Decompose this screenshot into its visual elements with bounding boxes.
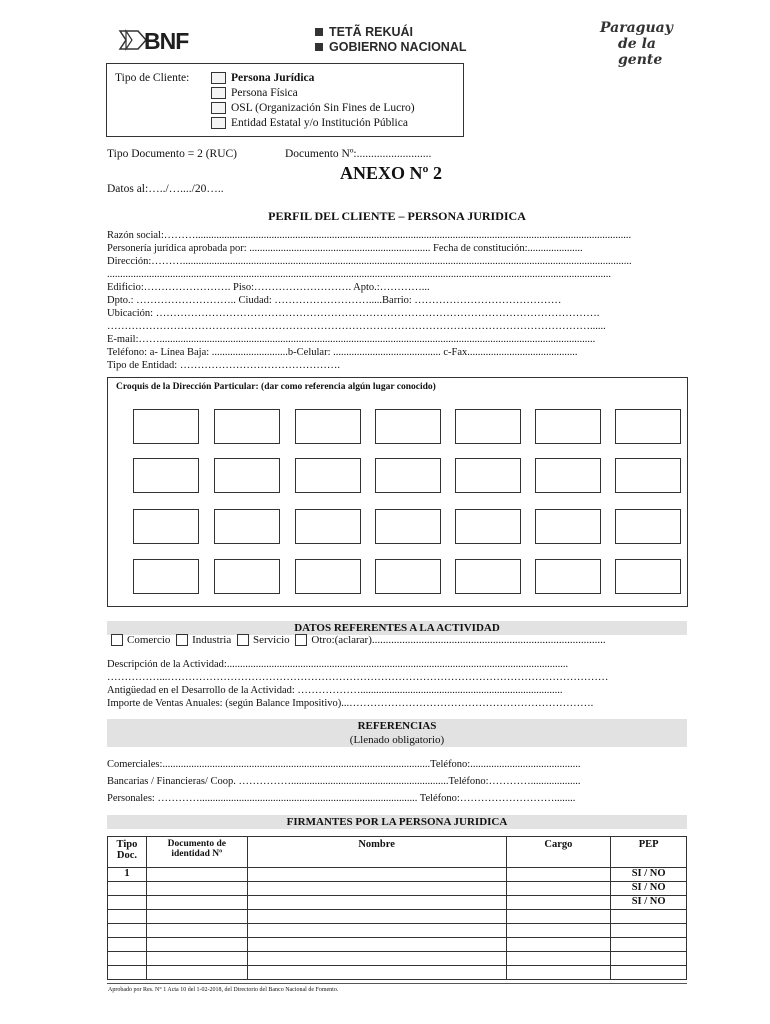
pep-value[interactable]: SI / NO (611, 896, 687, 910)
table-row[interactable] (108, 896, 687, 910)
table-row[interactable] (108, 882, 687, 896)
pep-cell[interactable] (611, 966, 687, 980)
checkbox[interactable] (295, 634, 307, 646)
col-documento: Documento de identidad Nº (146, 837, 247, 868)
croquis-cell[interactable] (455, 458, 521, 493)
field-edificio[interactable]: Edificio:……………………. Piso:………………………. Apto.:…………... (107, 282, 430, 293)
nombre-cell[interactable] (247, 868, 506, 882)
checkbox[interactable] (111, 634, 123, 646)
col-nombre: Nombre (247, 837, 506, 868)
field-razon-social[interactable]: Razón social:………...................................................................................................................................................................... (107, 230, 632, 241)
tipo-doc-cell[interactable] (108, 896, 147, 910)
nombre-cell[interactable] (247, 938, 506, 952)
croquis-cell[interactable] (615, 458, 681, 493)
client-type-box (106, 63, 464, 137)
checkbox[interactable] (176, 634, 188, 646)
pep-value[interactable]: SI / NO (611, 882, 687, 896)
cargo-cell[interactable] (506, 896, 611, 910)
square-bullet-icon (315, 43, 323, 51)
firmantes-title: FIRMANTES POR LA PERSONA JURIDICA (107, 815, 687, 829)
documento-cell[interactable] (146, 868, 247, 882)
datos-al[interactable]: Datos al:…../…..../20….. (107, 183, 224, 195)
table-row[interactable] (108, 924, 687, 938)
bnf-logo-text: BNF (144, 28, 189, 54)
table-row[interactable] (108, 952, 687, 966)
field-personeria[interactable]: Personería jurídica aprobada por: ..................................................................... Fecha de constitución:..................... (107, 243, 583, 254)
documento-cell[interactable] (146, 938, 247, 952)
documento-cell[interactable] (146, 882, 247, 896)
croquis-cell[interactable] (375, 559, 441, 594)
croquis-cell[interactable] (615, 409, 681, 444)
nombre-cell[interactable] (247, 896, 506, 910)
field-dpto[interactable]: Dpto.: ……………………….. Ciudad: ……………………….....Barrio: …………………………………… (107, 295, 562, 306)
annex-title: ANEXO Nº 2 (340, 163, 442, 183)
field-ref-comerciales[interactable]: Comerciales:......................................................................................................Teléfono:.......................................... (107, 759, 581, 770)
croquis-cell[interactable] (535, 458, 601, 493)
cargo-cell[interactable] (506, 924, 611, 938)
cargo-cell[interactable] (506, 882, 611, 896)
option-servicio[interactable]: Servicio (234, 634, 290, 646)
pep-cell[interactable] (611, 952, 687, 966)
cargo-cell[interactable] (506, 910, 611, 924)
croquis-cell[interactable] (295, 509, 361, 544)
checkbox[interactable] (211, 117, 226, 129)
tipo-documento: Tipo Documento = 2 (RUC) (107, 148, 238, 160)
pep-cell[interactable] (611, 910, 687, 924)
table-row[interactable] (108, 910, 687, 924)
documento-cell[interactable] (146, 966, 247, 980)
field-email[interactable]: E-mail:……...................................................................................................................................................................... (107, 334, 596, 345)
field-importe[interactable]: Importe de Ventas Anuales: (según Balance Impositivo)...……………………………………………………………. (107, 698, 594, 709)
tipo-doc-cell[interactable] (108, 952, 147, 966)
documento-cell[interactable] (146, 952, 247, 966)
tipo-doc-cell[interactable] (108, 924, 147, 938)
tipo-doc-cell[interactable] (108, 966, 147, 980)
nombre-cell[interactable] (247, 966, 506, 980)
croquis-cell[interactable] (455, 509, 521, 544)
tipo-doc-cell[interactable] (108, 938, 147, 952)
field-direccion[interactable]: Dirección:………........................................................................................................................................................................... (107, 256, 632, 267)
client-type-option[interactable]: OSL (Organización Sin Fines de Lucro) (211, 101, 415, 116)
option-comercio[interactable]: Comercio (108, 634, 170, 646)
tipo-doc-value[interactable]: 1 (108, 868, 147, 882)
gov-line-2: GOBIERNO NACIONAL (329, 40, 467, 54)
field-direccion-cont[interactable]: ................................................................................................................................................................................................ (107, 269, 611, 280)
croquis-cell[interactable] (615, 559, 681, 594)
documento-cell[interactable] (146, 924, 247, 938)
nombre-cell[interactable] (247, 924, 506, 938)
cargo-cell[interactable] (506, 938, 611, 952)
croquis-cell[interactable] (133, 458, 199, 493)
checkbox[interactable] (211, 102, 226, 114)
croquis-cell[interactable] (214, 559, 280, 594)
field-ref-bancarias[interactable]: Bancarias / Financieras/ Coop. ……………............................................................Teléfono:…………................... (107, 776, 581, 787)
bnf-logo (118, 28, 208, 54)
croquis-cell[interactable] (133, 409, 199, 444)
table-row[interactable] (108, 868, 687, 882)
referencias-subtitle: (Llenado obligatorio) (349, 734, 445, 746)
field-antiguedad[interactable]: Antigüedad en el Desarrollo de la Actividad: ………………............................................................................. (107, 685, 563, 696)
croquis-cell[interactable] (535, 559, 601, 594)
table-row[interactable] (108, 966, 687, 980)
pep-value[interactable]: SI / NO (611, 868, 687, 882)
field-telefono[interactable]: Teléfono: a- Línea Baja: .............................b-Celular: ......................................... c-Fax.......................................... (107, 347, 578, 358)
nombre-cell[interactable] (247, 882, 506, 896)
client-type-option[interactable]: Persona Física (211, 86, 415, 101)
actividad-title: DATOS REFERENTES A LA ACTIVIDAD (107, 621, 687, 635)
croquis-cell[interactable] (133, 559, 199, 594)
cargo-cell[interactable] (506, 868, 611, 882)
client-type-option[interactable]: Persona Jurídica (211, 71, 415, 86)
field-descripcion-cont[interactable]: ……………...……………………………………………………………………………………………………………… (107, 672, 609, 683)
croquis-cell[interactable] (375, 509, 441, 544)
documento-cell[interactable] (146, 896, 247, 910)
pep-cell[interactable] (611, 924, 687, 938)
option-industria[interactable]: Industria (173, 634, 231, 646)
croquis-cell[interactable] (133, 509, 199, 544)
croquis-cell[interactable] (615, 509, 681, 544)
croquis-cell[interactable] (214, 409, 280, 444)
slogan-line-2: de la gente (618, 36, 663, 68)
field-tipo-entidad[interactable]: Tipo de Entidad: ………………………………………. (107, 360, 340, 371)
field-ubicacion-cont[interactable]: …………………………………………………………………………………………………………………………...... (107, 321, 606, 332)
croquis-cell[interactable] (214, 458, 280, 493)
col-pep: PEP (611, 837, 687, 868)
checkbox[interactable] (211, 87, 226, 99)
croquis-cell[interactable] (295, 559, 361, 594)
client-type-label: Tipo de Cliente: (115, 72, 190, 84)
cargo-cell[interactable] (506, 952, 611, 966)
checkbox[interactable] (237, 634, 249, 646)
table-header-row (108, 837, 687, 868)
profile-title: PERFIL DEL CLIENTE – PERSONA JURIDICA (268, 209, 526, 223)
slogan-line-1: Paraguay (600, 20, 673, 36)
croquis-cell[interactable] (535, 509, 601, 544)
croquis-cell[interactable] (375, 458, 441, 493)
col-tipo-doc: Tipo Doc. (108, 837, 147, 868)
croquis-cell[interactable] (455, 409, 521, 444)
option-otro[interactable]: Otro:(aclarar)..................................................................................... (292, 634, 605, 646)
croquis-cell[interactable] (295, 458, 361, 493)
croquis-label: Croquis de la Dirección Particular: (dar como referencia algún lugar conocido) (116, 382, 436, 392)
footer-note: Aprobado por Res. N° 1 Acta 10 del 1-02-2018, del Directorio del Banco Nacional de Fomento. (108, 987, 339, 993)
square-bullet-icon (315, 28, 323, 36)
paraguay-slogan-logo (600, 20, 690, 68)
footer-divider (107, 983, 687, 984)
tipo-doc-cell[interactable] (108, 910, 147, 924)
firmantes-table (107, 836, 687, 980)
cargo-cell[interactable] (506, 966, 611, 980)
col-cargo: Cargo (506, 837, 611, 868)
referencias-title: REFERENCIAS (357, 720, 437, 732)
croquis-cell[interactable] (455, 559, 521, 594)
field-ref-personales[interactable]: Personales: …………................................................................................... Teléfono:………………………........ (107, 793, 576, 804)
table-row[interactable] (108, 938, 687, 952)
documento-cell[interactable] (146, 910, 247, 924)
actividad-options (108, 634, 606, 646)
tipo-doc-cell[interactable] (108, 882, 147, 896)
croquis-cell[interactable] (535, 409, 601, 444)
referencias-header (107, 719, 687, 747)
pep-cell[interactable] (611, 938, 687, 952)
croquis-cell[interactable] (295, 409, 361, 444)
croquis-cell[interactable] (214, 509, 280, 544)
croquis-cell[interactable] (375, 409, 441, 444)
government-logo (315, 25, 467, 55)
field-descripcion[interactable]: Descripción de la Actividad:.................................................................................................................................. (107, 659, 569, 670)
gov-line-1: TETÃ REKUÁI (329, 25, 414, 39)
client-type-option[interactable]: Entidad Estatal y/o Institución Pública (211, 116, 415, 131)
documento-numero[interactable]: Documento Nº:.......................... (285, 148, 432, 160)
nombre-cell[interactable] (247, 910, 506, 924)
checkbox[interactable] (211, 72, 226, 84)
field-ubicacion[interactable]: Ubicación: ………………………………………………………………………………………………………………. (107, 308, 600, 319)
nombre-cell[interactable] (247, 952, 506, 966)
